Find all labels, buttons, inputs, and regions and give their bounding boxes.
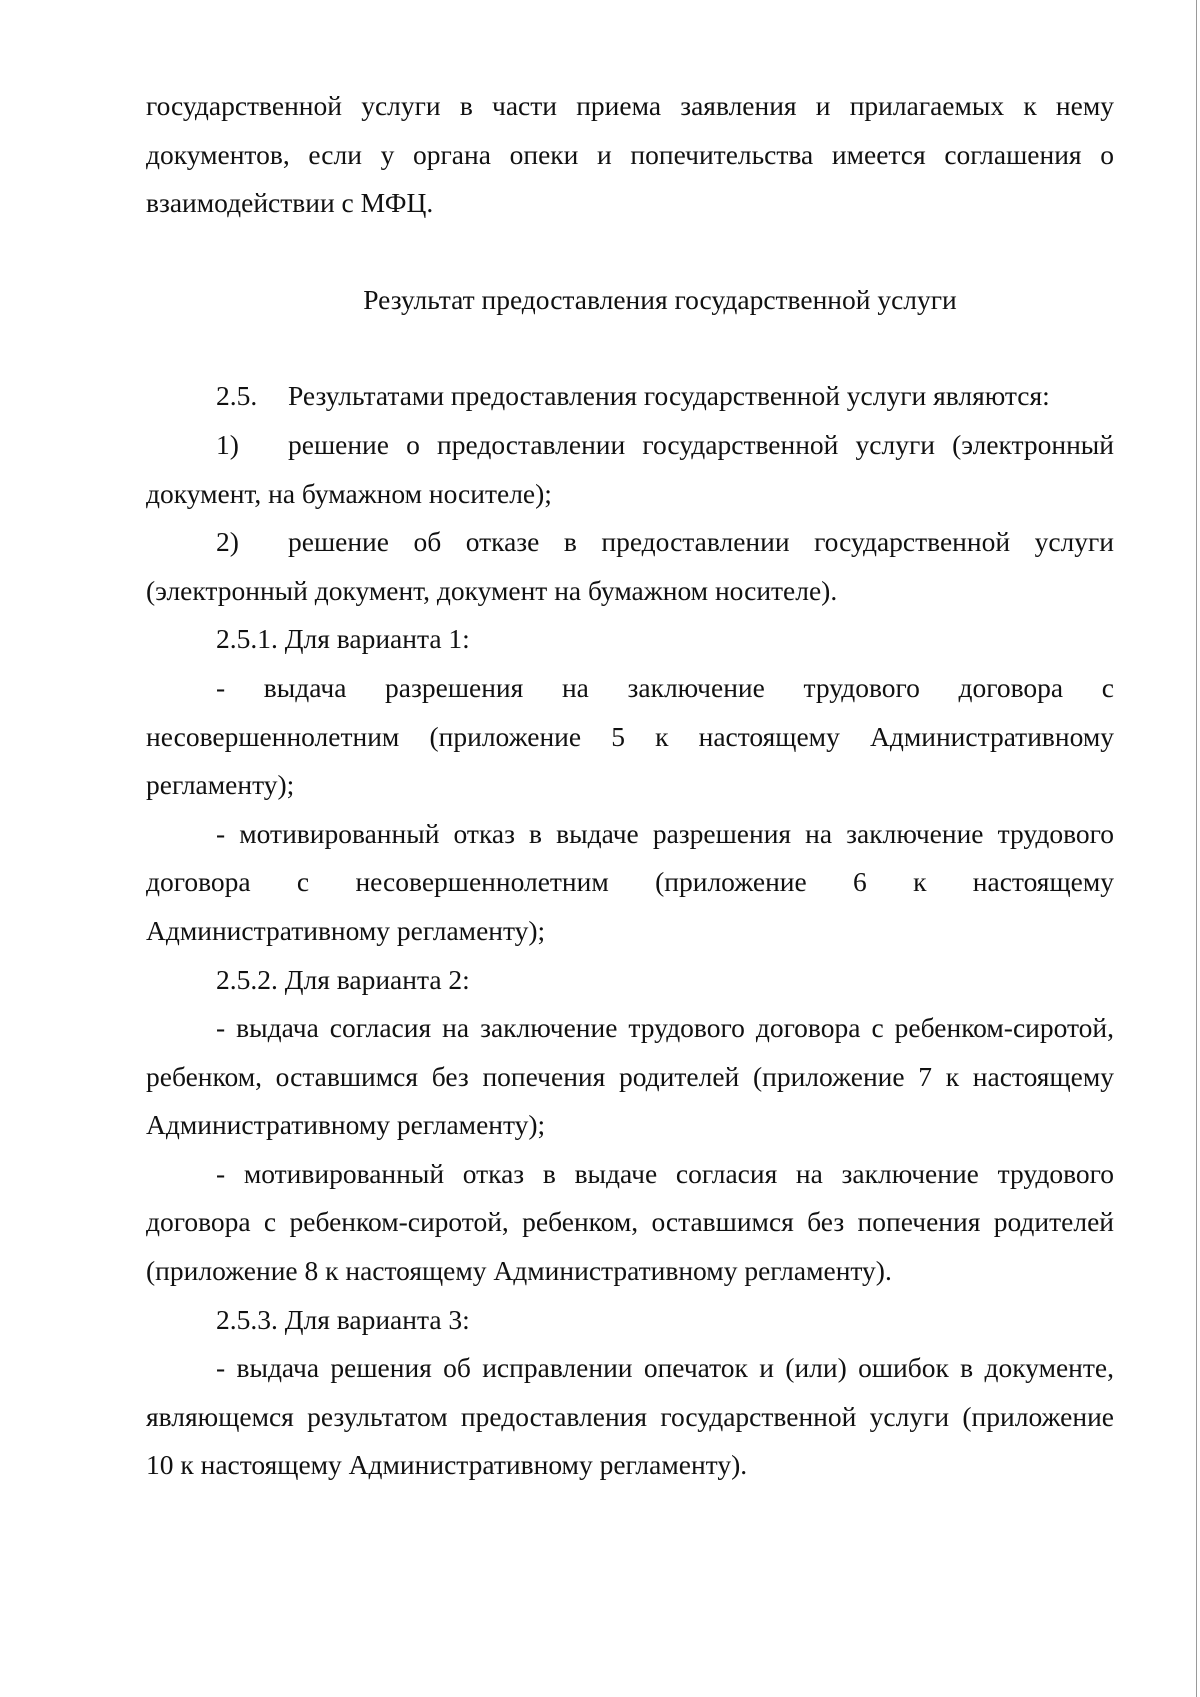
subsection-2-5-3: 2.5.3. Для варианта 3: <box>216 1303 470 1335</box>
list-item-2 <box>146 518 1114 615</box>
section-heading: Результат предоставления государственной услуги <box>363 283 957 315</box>
intro-paragraph: государственной услуги в части приема заявления и прилагаемых к нему документов, если у органа опеки и попечительства имеется соглашения о взаимодействии с МФЦ. <box>146 90 1114 219</box>
subsection-2-5-2-item-b: - мотивированный отказ в выдаче согласия на заключение трудового договора с ребенком-сиротой, ребенком, оставшимся без попечения родителей (приложение 8 к настоящему Административному регламенту). <box>146 1157 1114 1287</box>
subsection-2-5-1-item-a: - выдача разрешения на заключение трудового договора с несовершеннолетним (приложение 5 к настоящему Административному регламенту); <box>146 671 1114 801</box>
list-item-1 <box>146 421 1114 518</box>
paragraph-2-5 <box>146 372 1114 421</box>
list-item-number: 1) <box>216 428 239 460</box>
list-item-number: 2) <box>216 526 239 558</box>
subsection-2-5-1: 2.5.1. Для варианта 1: <box>216 623 470 655</box>
subsection-2-5-2: 2.5.2. Для варианта 2: <box>216 963 470 995</box>
subsection-2-5-2-item-a: - выдача согласия на заключение трудового договора с ребенком-сиротой, ребенком, оставшимся без попечения родителей (приложение 7 к настоящему Административному регламенту); <box>146 1012 1114 1141</box>
paragraph-text: Результатами предоставления государственной услуги являются: <box>288 380 1050 412</box>
list-item-text: решение об отказе в предоставлении государственной услуги (электронный документ, документ на бумажном носителе). <box>146 526 1114 606</box>
subsection-2-5-3-item-a: - выдача решения об исправлении опечаток и (или) ошибок в документе, являющемся результатом предоставления государственной услуги (приложение 10 к настоящему Административному регламенту). <box>146 1352 1114 1481</box>
paragraph-number: 2.5. <box>216 380 258 412</box>
subsection-2-5-1-item-b: - мотивированный отказ в выдаче разрешения на заключение трудового договора с несовершеннолетним (приложение 6 к настоящему Административному регламенту); <box>146 817 1114 946</box>
document-body <box>146 82 1114 1490</box>
list-item-text: решение о предоставлении государственной услуги (электронный документ, на бумажном носителе); <box>146 428 1114 509</box>
page-edge-divider <box>1196 0 1197 1697</box>
